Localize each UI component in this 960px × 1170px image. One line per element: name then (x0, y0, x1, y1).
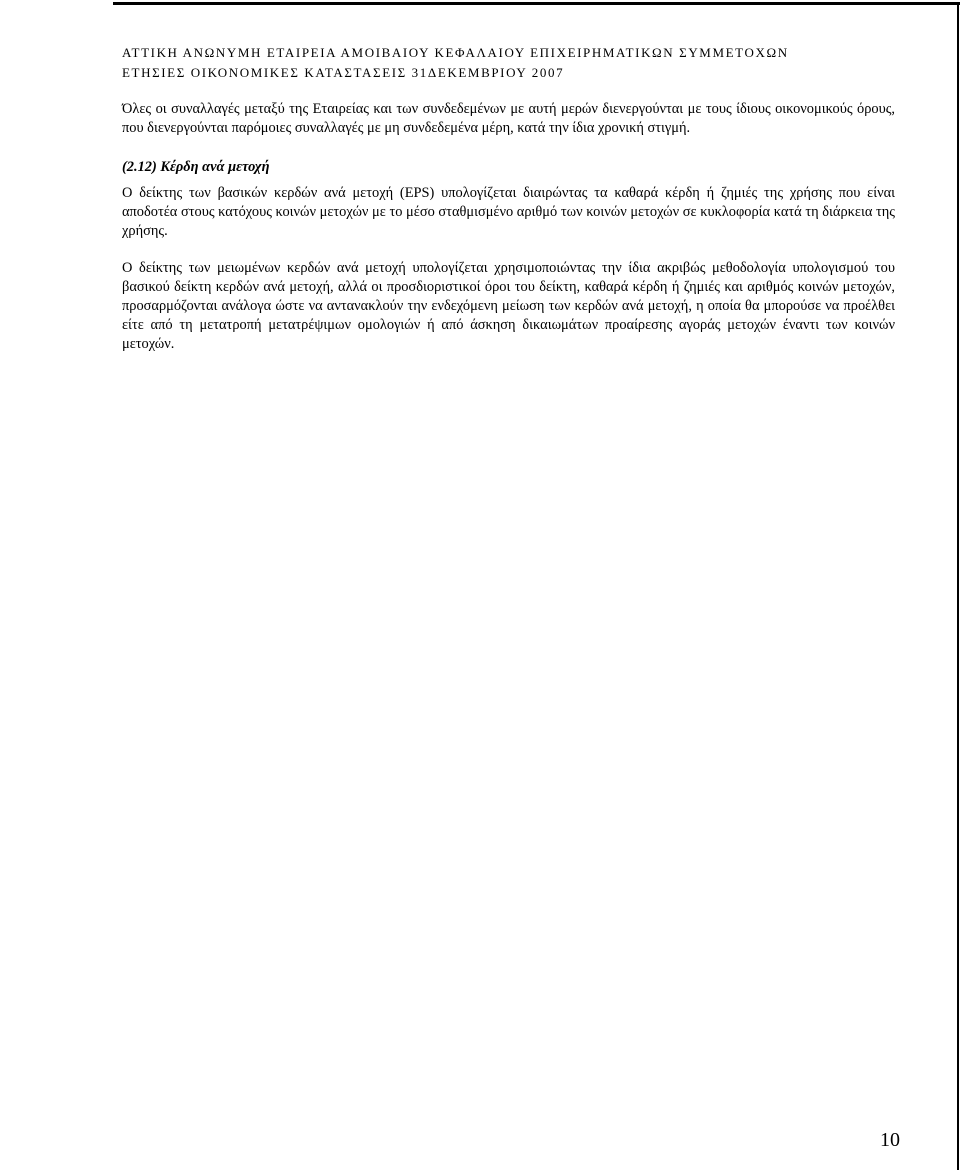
section-number: (2.12) (122, 159, 157, 175)
company-name-header: ΑΤΤΙΚΗ ΑΝΩΝΥΜΗ ΕΤΑΙΡΕΙΑ ΑΜΟΙΒΑΙΟΥ ΚΕΦΑΛΑΙΟΥ ΕΠΙΧΕΙΡΗΜΑΤΙΚΩΝ ΣΥΜΜΕΤΟΧΩΝ (122, 45, 789, 60)
statements-title-header: ΕΤΗΣΙΕΣ ΟΙΚΟΝΟΜΙΚΕΣ ΚΑΤΑΣΤΑΣΕΙΣ 31ΔΕΚΕΜΒΡΙΟΥ 2007 (122, 65, 565, 80)
diluted-eps-paragraph: Ο δείκτης των μειωμένων κερδών ανά μετοχή υπολογίζεται χρησιμοποιώντας την ίδια ακριβώς μεθοδολογία υπολογισμού του βασικού δείκτη κερδών ανά μετοχή, αλλά οι προσδιοριστικοί όροι του δείκτη, καθαρά κέρδη ή ζημιές και αριθμός κοινών μετοχών, προσαρμόζονται ανάλογα ώστε να αντανακλούν την ενδεχόμενη μείωση των κερδών ανά μετοχή, η οποία θα μπορούσε να προέλθει είτε από τη μετατροπή μετατρέψιμων ομολογιών ή από άσκηση δικαιωμάτων προαίρεσης αγοράς μετοχών έναντι των κοινών μετοχών. (122, 260, 895, 352)
document-header (122, 43, 902, 83)
intro-paragraph: Όλες οι συναλλαγές μεταξύ της Εταιρείας και των συνδεδεμένων με αυτή μερών διενεργούνται με τους ίδιους οικονομικούς όρους, που διενεργούνται παρόμοιες συναλλαγές με μη συνδεδεμένα μέρη, κατά την ίδια χρονική στιγμή. (122, 101, 895, 136)
page-top-border (113, 2, 960, 5)
document-body (122, 100, 895, 354)
page-number: 10 (880, 1129, 900, 1151)
basic-eps-paragraph: Ο δείκτης των βασικών κερδών ανά μετοχή (EPS) υπολογίζεται διαιρώντας τα καθαρά κέρδη ή ζημιές της χρήσης που είναι αποδοτέα στους κατόχους κοινών μετοχών με το μέσο σταθμισμένο αριθμό των κοινών μετοχών σε κυκλοφορία κατά τη διάρκεια της χρήσης. (122, 185, 895, 239)
section-title: Κέρδη ανά μετοχή (160, 159, 270, 175)
section-heading (122, 158, 895, 177)
page-right-border (957, 2, 959, 1170)
